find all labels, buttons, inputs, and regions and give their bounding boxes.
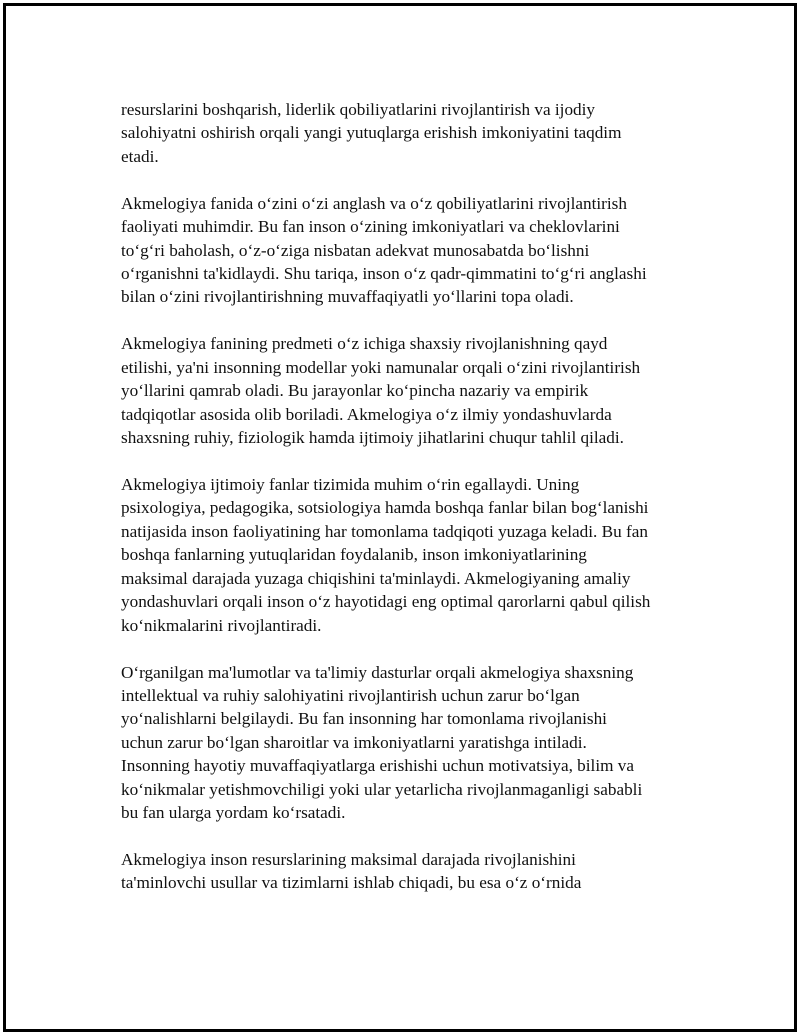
text-line: yo‘nalishlarni belgilaydi. Bu fan insonning har tomonlama rivojlanishi [121,709,607,729]
text-line: ko‘nikmalar yetishmovchiligi yoki ular yetarlicha rivojlanmaganligi sababli [121,779,643,799]
text-line: ta'minlovchi usullar va tizimlarni ishlab chiqadi, bu esa o‘z o‘rnida [121,873,582,893]
text-line: psixologiya, pedagogika, sotsiologiya hamda boshqa fanlar bilan bog‘lanishi [121,498,649,518]
text-line: resurslarini boshqarish, liderlik qobiliyatlarini rivojlantirish va ijodiy [121,100,596,119]
text-line: yondashuvlari orqali inson o‘z hayotidagi eng optimal qarorlarni qabul qilish [121,592,651,612]
text-line: Akmelogiya fanining predmeti o‘z ichiga shaxsiy rivojlanishning qayd [121,334,608,354]
text-line: faoliyati muhimdir. Bu fan inson o‘zining imkoniyatlari va cheklovlarini [121,217,620,237]
text-line: bilan o‘zini rivojlantirishning muvaffaqiyatli yo‘llarini topa oladi. [121,287,574,307]
text-line: o‘rganishni ta'kidlaydi. Shu tariqa, inson o‘z qadr-qimmatini to‘g‘ri anglashi [121,264,647,284]
text-line: yo‘llarini qamrab oladi. Bu jarayonlar ko‘pincha nazariy va empirik [121,381,589,401]
paragraph [121,98,711,168]
page-content [121,98,711,918]
text-line: ko‘nikmalarini rivojlantiradi. [121,615,322,635]
text-line: O‘rganilgan ma'lumotlar va ta'limiy dasturlar orqali akmelogiya shaxsning [121,662,634,682]
paragraph [121,473,711,637]
text-line: etadi. [121,146,159,166]
text-line: Akmelogiya ijtimoiy fanlar tizimida muhim o‘rin egallaydi. Uning [121,475,580,495]
paragraph [121,192,711,309]
text-line: maksimal darajada yuzaga chiqishini ta'minlaydi. Akmelogiyaning amaliy [121,568,631,588]
text-line: boshqa fanlarning yutuqlaridan foydalanib, inson imkoniyatlarining [121,545,587,565]
text-line: to‘g‘ri baholash, o‘z-o‘ziga nisbatan adekvat munosabatda bo‘lishni [121,240,590,260]
paragraph [121,332,711,449]
paragraph [121,848,711,895]
text-line: intellektual va ruhiy salohiyatini rivojlantirish uchun zarur bo‘lgan [121,685,580,705]
text-line: Insonning hayotiy muvaffaqiyatlarga erishishi uchun motivatsiya, bilim va [121,756,634,776]
text-line: tadqiqotlar asosida olib boriladi. Akmelogiya o‘z ilmiy yondashuvlarda [121,404,612,424]
text-line: natijasida inson faoliyatining har tomonlama tadqiqoti yuzaga keladi. Bu fan [121,521,648,541]
text-line: etilishi, ya'ni insonning modellar yoki namunalar orqali o‘zini rivojlantirish [121,357,641,377]
text-line: uchun zarur bo‘lgan sharoitlar va imkoniyatlarni yaratishga intiladi. [121,732,587,752]
text-line: shaxsning ruhiy, fiziologik hamda ijtimoiy jihatlarini chuqur tahlil qiladi. [121,428,624,448]
page-frame [3,3,797,1032]
text-line: Akmelogiya inson resurslarining maksimal darajada rivojlanishini [121,849,576,869]
paragraph [121,661,711,825]
text-line: salohiyatni oshirish orqali yangi yutuqlarga erishish imkoniyatini taqdim [121,123,622,143]
text-line: bu fan ularga yordam ko‘rsatadi. [121,802,346,822]
text-line: Akmelogiya fanida o‘zini o‘zi anglash va o‘z qobiliyatlarini rivojlantirish [121,193,627,213]
